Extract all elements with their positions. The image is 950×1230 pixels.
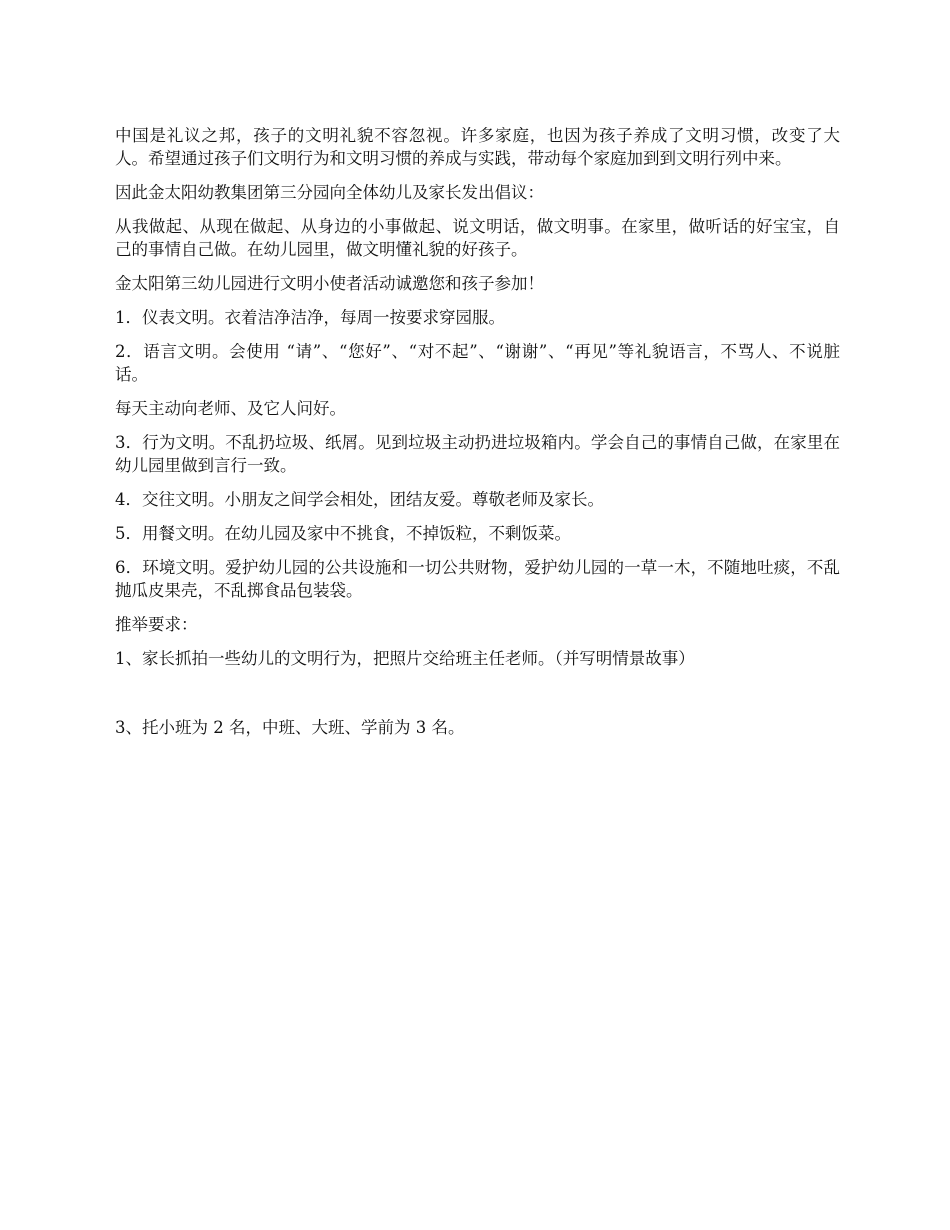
- invitation-paragraph: 金太阳第三幼儿园进行文明小使者活动诚邀您和孩子参加！: [115, 274, 544, 293]
- requirement-3: 3、托小班为 2 名，中班、大班、学前为 3 名。: [115, 718, 465, 737]
- initiative-paragraph: 因此金太阳幼教集团第三分园向全体幼儿及家长发出倡议：: [115, 183, 544, 202]
- rule-4-social: 4．交往文明。小朋友之间学会相处，团结友爱。尊敬老师及家长。: [115, 490, 604, 509]
- rule-2-language: 2．语言文明。会使用 “请”、“您好”、“对不起”、“谢谢”、“再见”等礼貌语言，不骂人、不说脏话。: [115, 342, 840, 384]
- rule-5-dining: 5．用餐文明。在幼儿园及家中不挑食，不掉饭粒，不剩饭菜。: [115, 524, 571, 543]
- rule-3-behavior: 3．行为文明。不乱扔垃圾、纸屑。见到垃圾主动扔进垃圾箱内。学会自己的事情自己做，在家里在幼儿园里做到言行一致。: [115, 433, 840, 475]
- requirement-1: 1、家长抓拍一些幼儿的文明行为，把照片交给班主任老师。（并写明情景故事）: [115, 649, 695, 668]
- rule-1-appearance: 1．仪表文明。衣着洁净洁净，每周一按要求穿园服。: [115, 308, 505, 327]
- rule-6-environment: 6．环境文明。爱护幼儿园的公共设施和一切公共财物，爱护幼儿园的一草一木，不随地吐痰，不乱抛瓜皮果壳，不乱掷食品包装袋。: [115, 558, 840, 600]
- requirements-heading: 推举要求：: [115, 615, 198, 634]
- greeting-paragraph: 每天主动向老师、及它人问好。: [115, 399, 346, 418]
- document-body: [115, 124, 840, 750]
- intro-paragraph: 中国是礼议之邦，孩子的文明礼貌不容忽视。许多家庭，也因为孩子养成了文明习惯，改变了大人。希望通过孩子们文明行为和文明习惯的养成与实践，带动每个家庭加到到文明行列中来。: [115, 126, 840, 168]
- start-from-me-paragraph: 从我做起、从现在做起、从身边的小事做起、说文明话，做文明事。在家里，做听话的好宝宝，自己的事情自己做。在幼儿园里，做文明懂礼貌的好孩子。: [115, 217, 840, 259]
